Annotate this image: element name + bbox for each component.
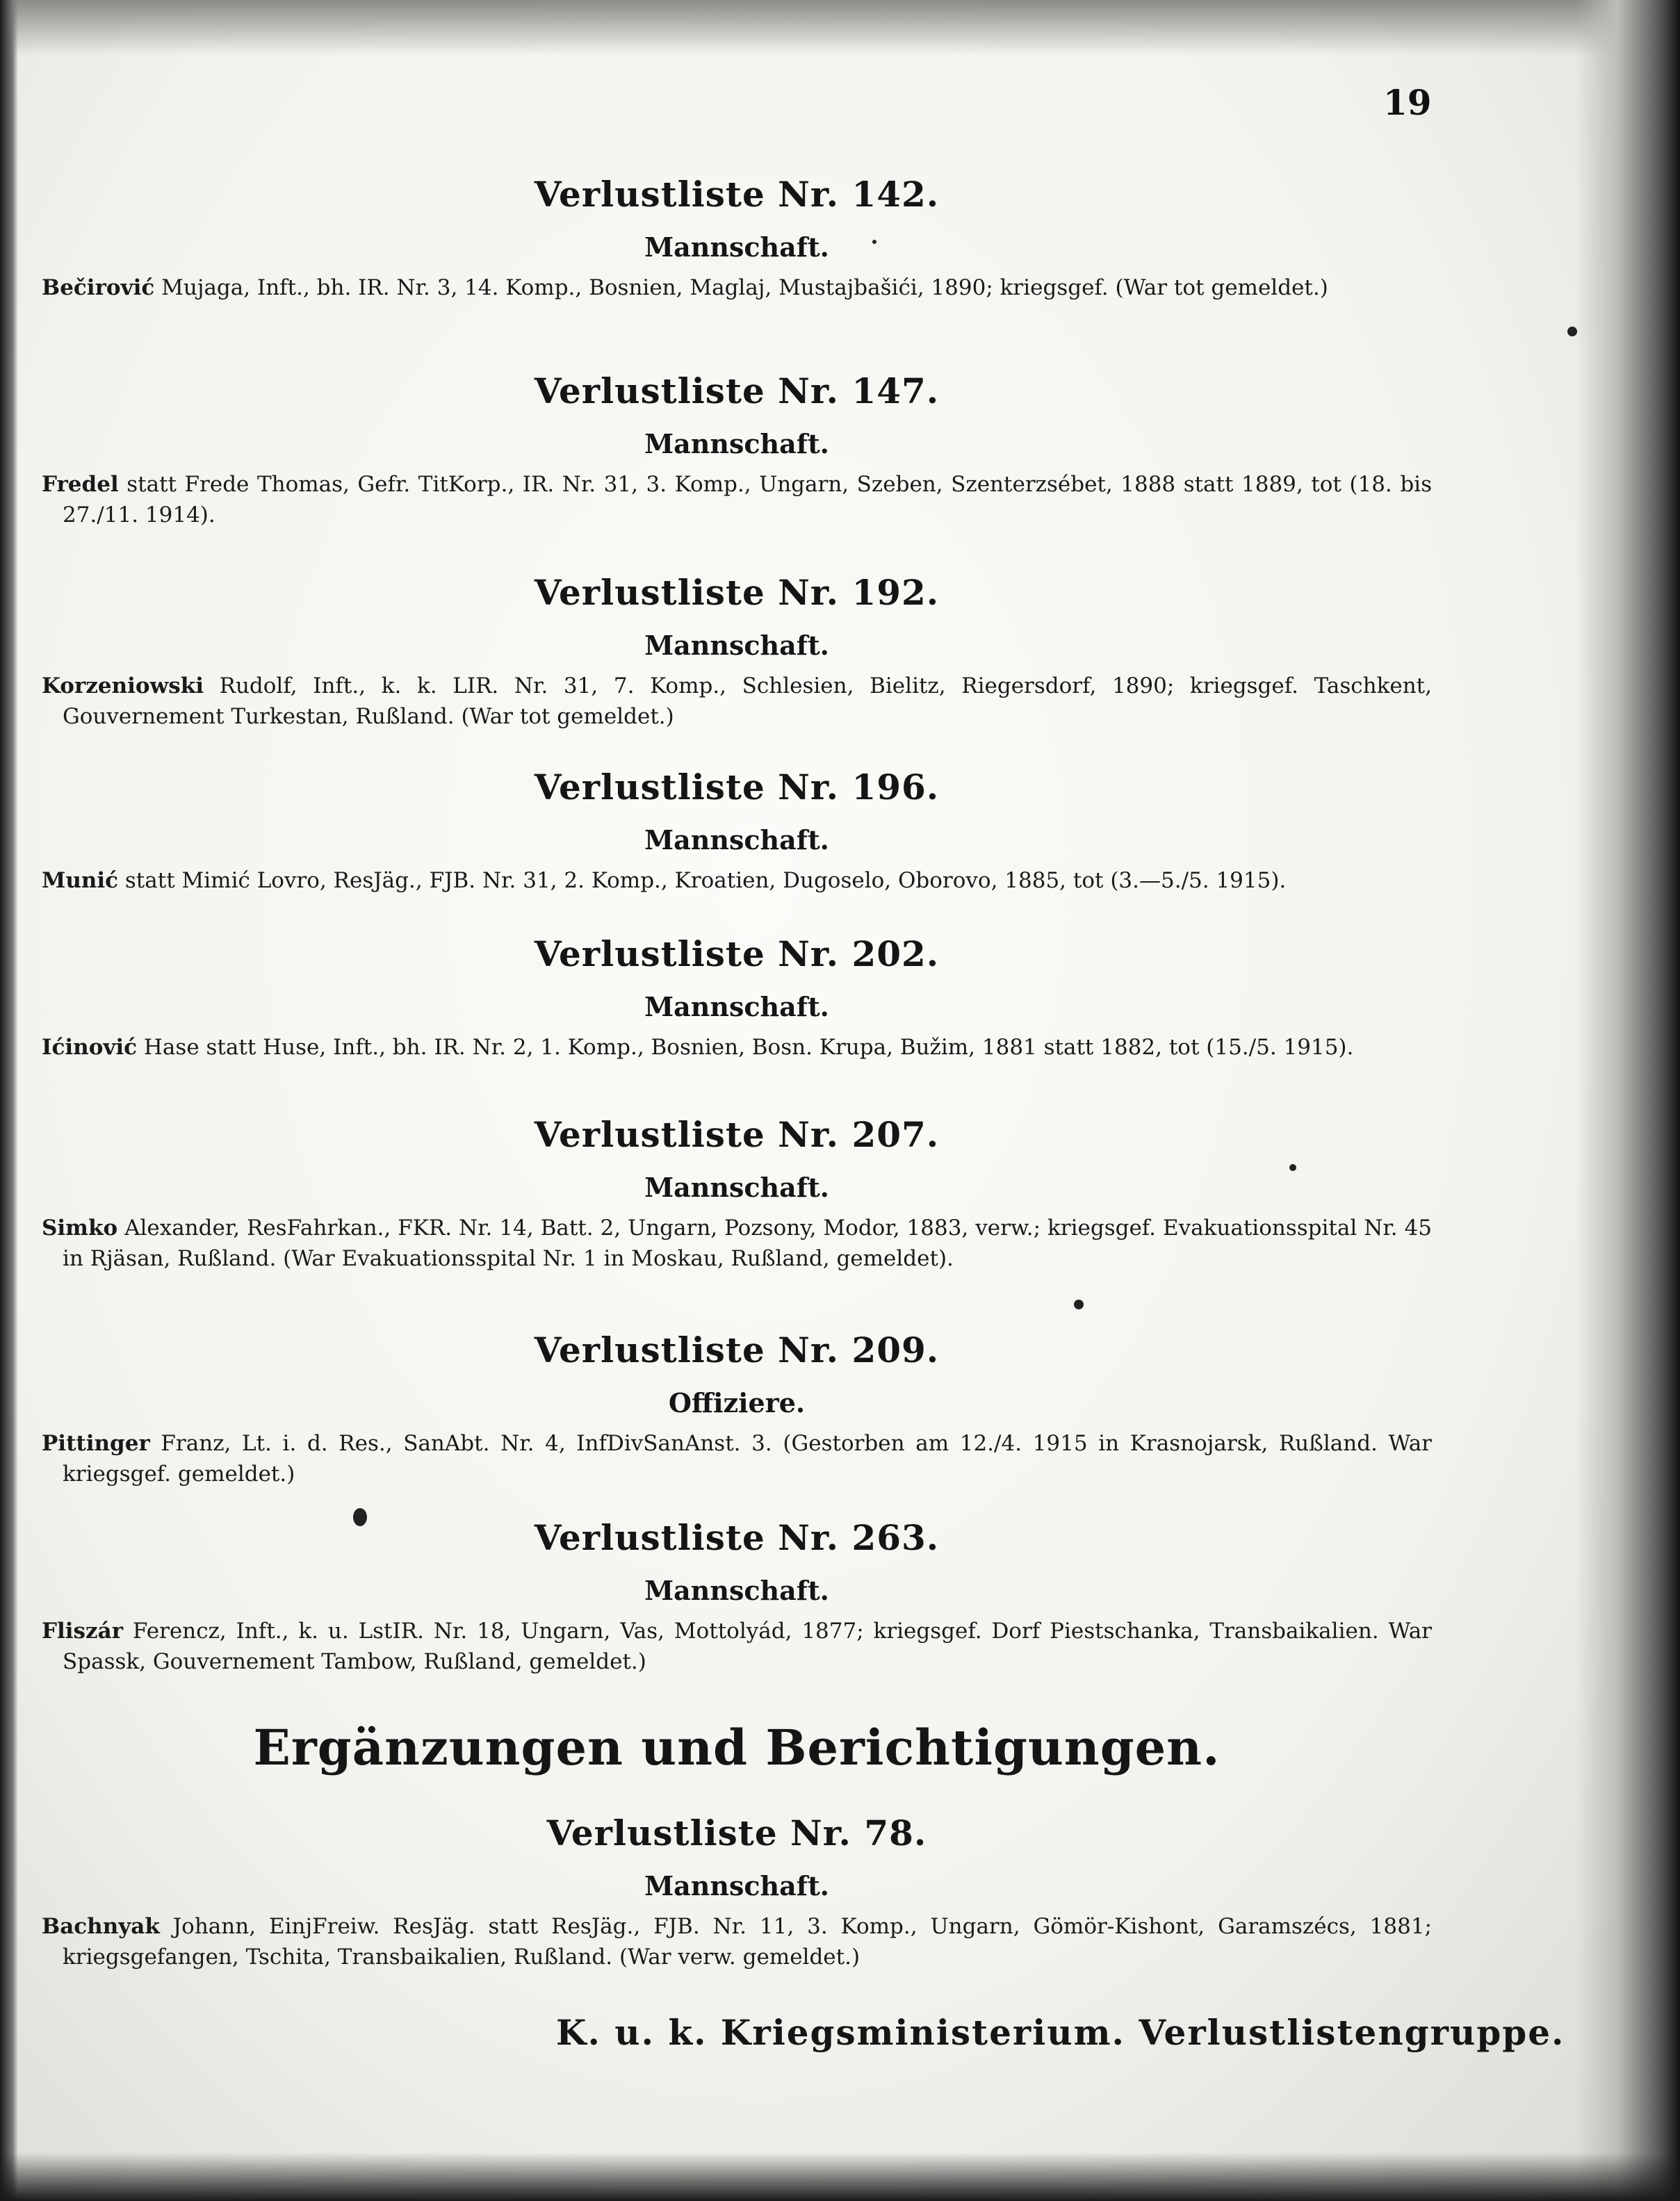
entry-name: Korzeniowski [42, 673, 204, 698]
signature-line: K. u. k. Kriegsministerium. Verlustlistengruppe. [556, 2012, 1565, 2053]
section-group: Mannschaft. [644, 1870, 829, 1901]
section-title: Verlustliste Nr. 202. [534, 933, 940, 974]
entry-text: Mujaga, Inft., bh. IR. Nr. 3, 14. Komp., Bosnien, Maglaj, Mustajbašići, 1890; kriegsgef. (War tot gemeldet.) [154, 275, 1328, 300]
section-207 [42, 1114, 1432, 1329]
casualty-entry [42, 1213, 1432, 1274]
entry-name: Bachnyak [42, 1914, 160, 1939]
section-title: Verlustliste Nr. 192. [534, 572, 940, 613]
section-group: Mannschaft. [644, 991, 829, 1022]
section-192 [42, 572, 1432, 767]
entry-text: Franz, Lt. i. d. Res., SanAbt. Nr. 4, InfDivSanAnst. 3. (Gestorben am 12./4. 1915 in Krasnojarsk, Rußland. War kriegsgef. gemeldet.) [63, 1431, 1432, 1487]
entry-name: Fliszár [42, 1619, 124, 1644]
section-title: Verlustliste Nr. 196. [534, 767, 940, 808]
section-209 [42, 1329, 1432, 1517]
entry-text: statt Mimić Lovro, ResJäg., FJB. Nr. 31, 2. Komp., Kroatien, Dugoselo, Oborovo, 1885, tot (3.—5./5. 1915). [118, 868, 1287, 893]
entry-text: Johann, EinjFreiw. ResJäg. statt ResJäg., FJB. Nr. 11, 3. Komp., Ungarn, Gömör-Kishont, Garamszécs, 1881; kriegsgefangen, Tschita, Transbaikalien, Rußland. (War verw. gemeldet.) [63, 1914, 1432, 1970]
entry-text: statt Frede Thomas, Gefr. TitKorp., IR. Nr. 31, 3. Komp., Ungarn, Szeben, Szenterzsébet, 1888 statt 1889, tot (18. bis 27./11. 1914). [63, 472, 1432, 527]
entry-text: Ferencz, Inft., k. u. LstIR. Nr. 18, Ungarn, Vas, Mottolyád, 1877; kriegsgef. Dorf Piestschanka, Transbaikalien. War Spassk, Gouvernement Tambow, Rußland, gemeldet.) [63, 1619, 1432, 1674]
section-78 [42, 1813, 1432, 2021]
entry-name: Bečirović [42, 275, 155, 300]
section-title: Verlustliste Nr. 147. [534, 370, 940, 411]
casualty-entry [42, 1911, 1432, 1972]
section-147 [42, 370, 1432, 572]
supplement-heading-block [42, 1719, 1432, 1813]
section-263 [42, 1517, 1432, 1719]
section-group: Mannschaft. [644, 231, 829, 263]
entry-name: Simko [42, 1216, 118, 1241]
ink-speck [1567, 327, 1577, 336]
section-title: Verlustliste Nr. 207. [534, 1114, 940, 1155]
page-content [42, 174, 1432, 2021]
section-group: Mannschaft. [644, 630, 829, 661]
entry-name: Munić [42, 868, 119, 893]
section-group: Mannschaft. [644, 824, 829, 856]
section-142 [42, 174, 1432, 370]
section-group: Mannschaft. [644, 428, 829, 459]
section-title: Verlustliste Nr. 142. [534, 174, 940, 215]
page-edge-left [0, 0, 18, 2201]
casualty-entry [42, 272, 1432, 303]
section-title: Verlustliste Nr. 209. [534, 1329, 940, 1370]
entry-name: Fredel [42, 472, 119, 497]
casualty-entry [42, 1428, 1432, 1489]
entry-name: Pittinger [42, 1431, 150, 1456]
entry-name: Ićinović [42, 1035, 138, 1060]
page-number: 19 [1383, 82, 1432, 123]
section-group: Mannschaft. [644, 1172, 829, 1203]
page-edge-bottom [0, 2152, 1680, 2201]
section-196 [42, 767, 1432, 933]
entry-text: Rudolf, Inft., k. k. LIR. Nr. 31, 7. Komp., Schlesien, Bielitz, Riegersdorf, 1890; kriegsgef. Taschkent, Gouvernement Turkestan, Rußland. (War tot gemeldet.) [63, 673, 1432, 729]
section-title: Verlustliste Nr. 263. [534, 1517, 940, 1558]
entry-text: Hase statt Huse, Inft., bh. IR. Nr. 2, 1. Komp., Bosnien, Bosn. Krupa, Bužim, 1881 statt 1882, tot (15./5. 1915). [137, 1035, 1354, 1060]
section-group: Mannschaft. [644, 1575, 829, 1606]
section-202 [42, 933, 1432, 1114]
casualty-entry [42, 1032, 1432, 1063]
page-edge-top [0, 0, 1680, 56]
section-title: Verlustliste Nr. 78. [546, 1813, 927, 1854]
entry-text: Alexander, ResFahrkan., FKR. Nr. 14, Batt. 2, Ungarn, Pozsony, Modor, 1883, verw.; kriegsgef. Evakuationsspital Nr. 45 in Rjäsan, Rußland. (War Evakuationsspital Nr. 1 in Moskau, Rußland, gemeldet). [63, 1216, 1432, 1271]
section-group: Offiziere. [668, 1387, 806, 1418]
casualty-entry [42, 865, 1432, 896]
page-edge-right [1576, 0, 1680, 2201]
casualty-entry [42, 1616, 1432, 1677]
casualty-entry [42, 469, 1432, 530]
casualty-entry [42, 671, 1432, 732]
supplement-heading: Ergänzungen und Berichtigungen. [253, 1719, 1221, 1776]
